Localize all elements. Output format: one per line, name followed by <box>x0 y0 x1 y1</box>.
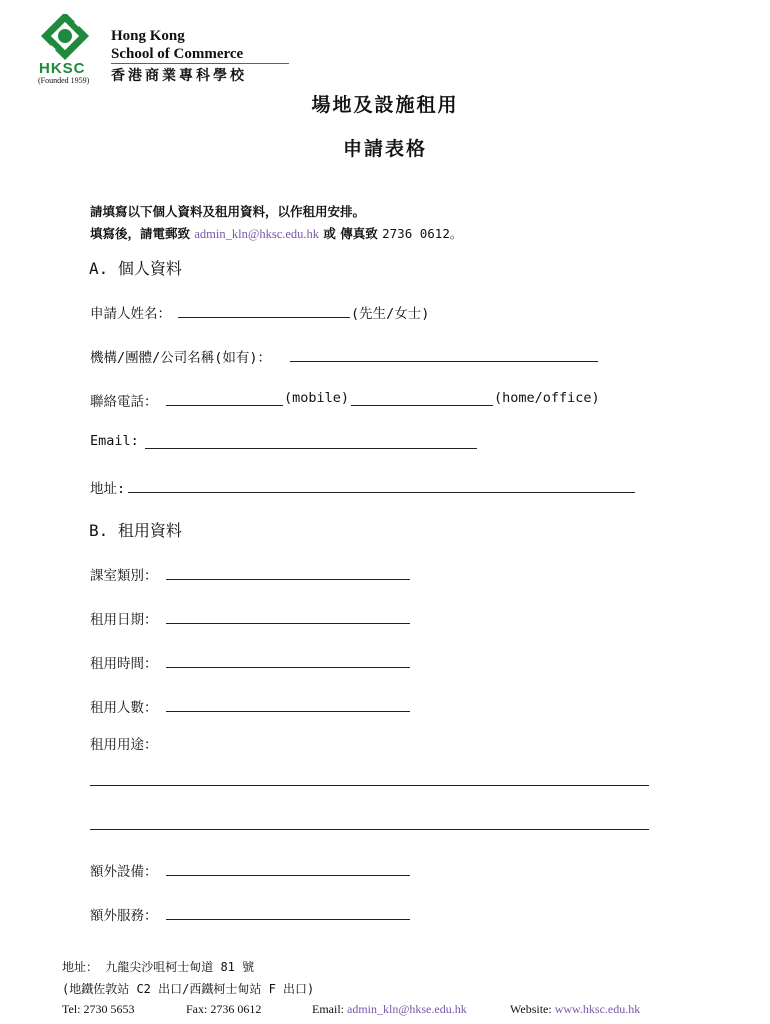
room-type-field[interactable] <box>166 579 410 580</box>
org-name-line1: Hong Kong <box>111 28 185 44</box>
email-field[interactable] <box>145 448 477 449</box>
org-name-line2: School of Commerce <box>111 46 244 62</box>
extra-equipment-label: 額外設備： <box>90 864 158 880</box>
footer-website-link[interactable]: www.hksc.edu.hk <box>554 1002 641 1016</box>
logo-text: HKSC <box>39 60 86 77</box>
footer-email-link[interactable]: admin_kln@hkse.edu.hk <box>347 1002 467 1016</box>
footer-directions: (地鐵佐敦站 C2 出口/西鐵柯士甸站 F 出口) <box>62 982 315 996</box>
intro-line2-prefix: 填寫後，請電郵致 <box>90 226 195 241</box>
footer-tel: Tel: 2730 5653 <box>62 1002 135 1016</box>
org-name-zh: 香港商業專科學校 <box>111 68 247 84</box>
founded-text: (Founded 1959) <box>38 76 90 85</box>
intro-line1: 請填寫以下個人資料及租用資料，以作租用安排。 <box>90 204 366 219</box>
rental-date-label: 租用日期： <box>90 612 158 628</box>
rental-date-field[interactable] <box>166 623 410 624</box>
footer-email <box>312 1002 467 1017</box>
room-type-label: 課室類別： <box>90 568 158 584</box>
footer-email-prefix: Email: <box>312 1002 347 1016</box>
organization-field[interactable] <box>290 361 598 362</box>
section-b-heading: B. 租用資料 <box>89 521 182 540</box>
applicant-name-field[interactable] <box>178 317 350 318</box>
phone-mobile-field[interactable] <box>166 405 283 406</box>
organization-label: 機構/團體/公司名稱(如有)： <box>90 350 272 366</box>
attendees-label: 租用人數： <box>90 700 158 716</box>
rental-time-label: 租用時間： <box>90 656 158 672</box>
address-label: 地址: <box>90 481 126 497</box>
purpose-label: 租用用途： <box>90 737 158 753</box>
intro-line2 <box>90 224 462 242</box>
phone-home-field[interactable] <box>351 405 493 406</box>
footer-website-prefix: Website: <box>510 1002 555 1016</box>
rental-time-field[interactable] <box>166 667 410 668</box>
intro-fax: 2736 0612。 <box>382 226 463 241</box>
intro-email-link[interactable]: admin_kln@hksc.edu.hk <box>194 227 320 241</box>
footer-fax: Fax: 2736 0612 <box>186 1002 262 1016</box>
page-title: 場地及設施租用 <box>311 94 459 116</box>
footer-address: 地址： 九龍尖沙咀柯士甸道 81 號 <box>62 960 255 974</box>
phone-mobile-text: (mobile) <box>284 390 350 406</box>
extra-services-field[interactable] <box>166 919 410 920</box>
email-label: Email: <box>90 433 139 449</box>
phone-home-text: (home/office) <box>494 390 600 406</box>
purpose-field-line2[interactable] <box>90 829 649 830</box>
phone-label: 聯絡電話： <box>90 394 158 410</box>
section-a-heading: A. 個人資料 <box>89 259 182 278</box>
attendees-field[interactable] <box>166 711 410 712</box>
header-rule <box>111 63 289 64</box>
applicant-title-suffix: (先生/女士) <box>351 306 430 322</box>
extra-services-label: 額外服務： <box>90 908 158 924</box>
extra-equipment-field[interactable] <box>166 875 410 876</box>
purpose-field-line1[interactable] <box>90 785 649 786</box>
address-field[interactable] <box>128 492 635 493</box>
page-subtitle: 申請表格 <box>342 138 427 160</box>
footer-website <box>510 1002 640 1017</box>
intro-line2-middle: 或 傳真致 <box>319 226 383 241</box>
applicant-name-label: 申請人姓名： <box>90 306 171 322</box>
